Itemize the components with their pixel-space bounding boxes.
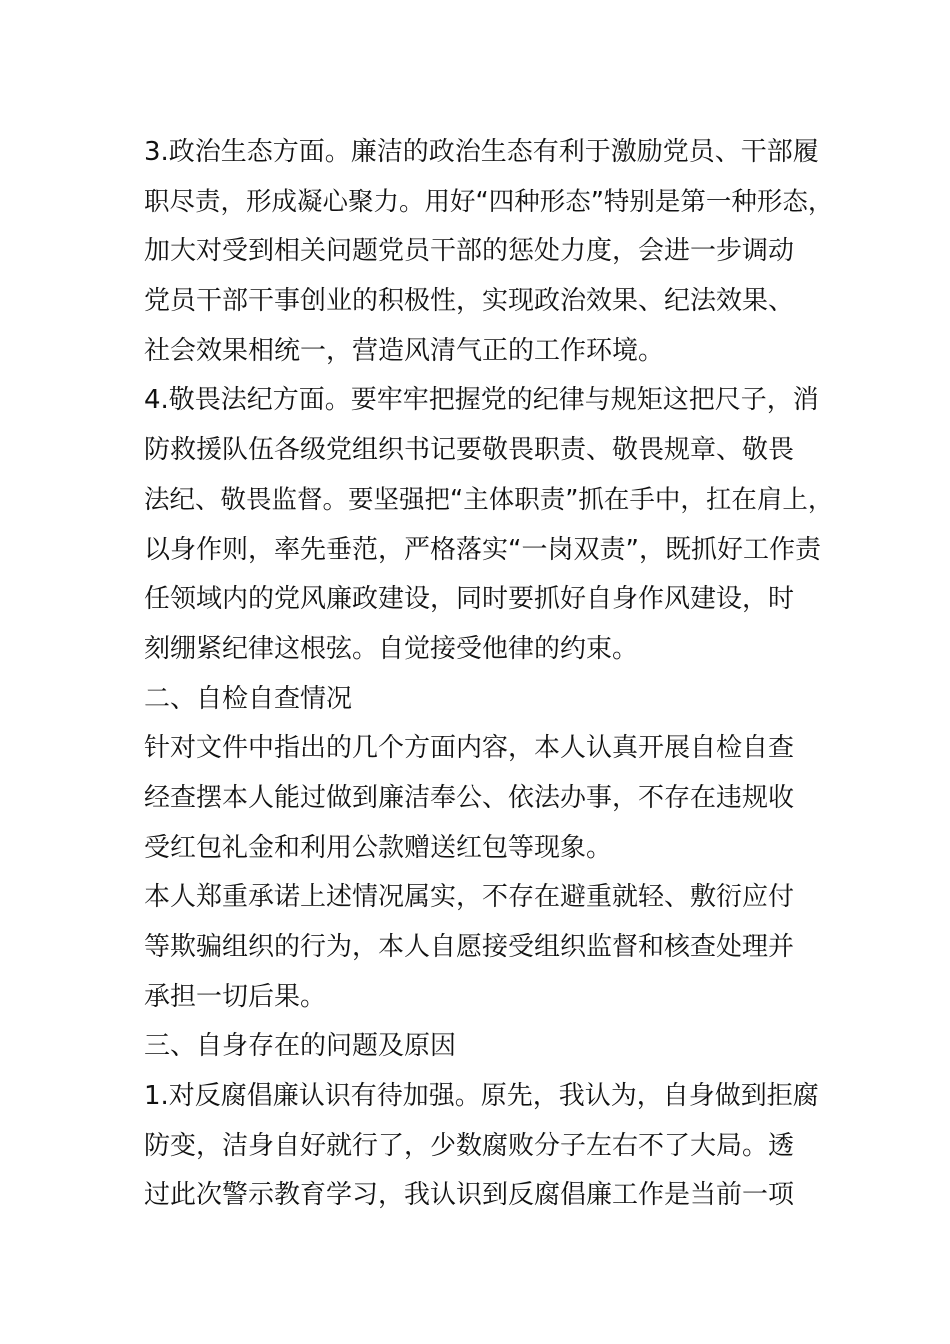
text-line: 刻绷紧纪律这根弦。自觉接受他律的约束。 (144, 633, 639, 664)
text-line: 社会效果相统一，营造风清气正的工作环境。 (144, 335, 665, 366)
text-line: 3.政治生态方面。廉洁的政治生态有利于激励党员、干部履 (144, 137, 819, 167)
text-line: 过此次警示教育学习，我认识到反腐倡廉工作是当前一项 (144, 1180, 795, 1211)
text-line: 防救援队伍各级党组织书记要敬畏职责、敬畏规章、敬畏 (144, 435, 795, 466)
text-line: 承担一切后果。 (144, 981, 327, 1012)
text-line: 防变，洁身自好就行了，少数腐败分子左右不了大局。透 (144, 1130, 795, 1161)
text-line: 本人郑重承诺上述情况属实，不存在避重就轻、敷衍应付 (144, 882, 795, 913)
text-line: 受红包礼金和利用公款赠送红包等现象。 (144, 832, 613, 863)
text-line: 党员干部干事创业的积极性，实现政治效果、纪法效果、 (144, 286, 795, 317)
document-body (144, 128, 834, 1221)
section-heading: 三、自身存在的问题及原因 (144, 1031, 457, 1062)
text-line: 经查摆本人能过做到廉洁奉公、依法办事，不存在违规收 (144, 782, 795, 813)
text-line: 等欺骗组织的行为，本人自愿接受组织监督和核查处理并 (144, 932, 795, 962)
text-line: 4.敬畏法纪方面。要牢牢把握党的纪律与规矩这把尺子，消 (144, 385, 819, 416)
text-line: 1.对反腐倡廉认识有待加强。原先，我认为，自身做到拒腐 (144, 1081, 819, 1112)
text-line: 法纪、敬畏监督。要坚强把“主体职责”抓在手中，扛在肩上， (144, 484, 834, 515)
text-line: 加大对受到相关问题党员干部的惩处力度，会进一步调动 (144, 236, 795, 267)
text-line: 职尽责，形成凝心聚力。用好“四种形态”特别是第一种形态， (144, 186, 834, 217)
text-line: 针对文件中指出的几个方面内容，本人认真开展自检自查 (144, 733, 795, 764)
text-line: 以身作则，率先垂范，严格落实“一岗双责”，既抓好工作责 (144, 534, 821, 565)
text-line: 任领域内的党风廉政建设，同时要抓好自身作风建设，时 (144, 584, 795, 615)
section-heading: 二、自检自查情况 (144, 683, 353, 714)
